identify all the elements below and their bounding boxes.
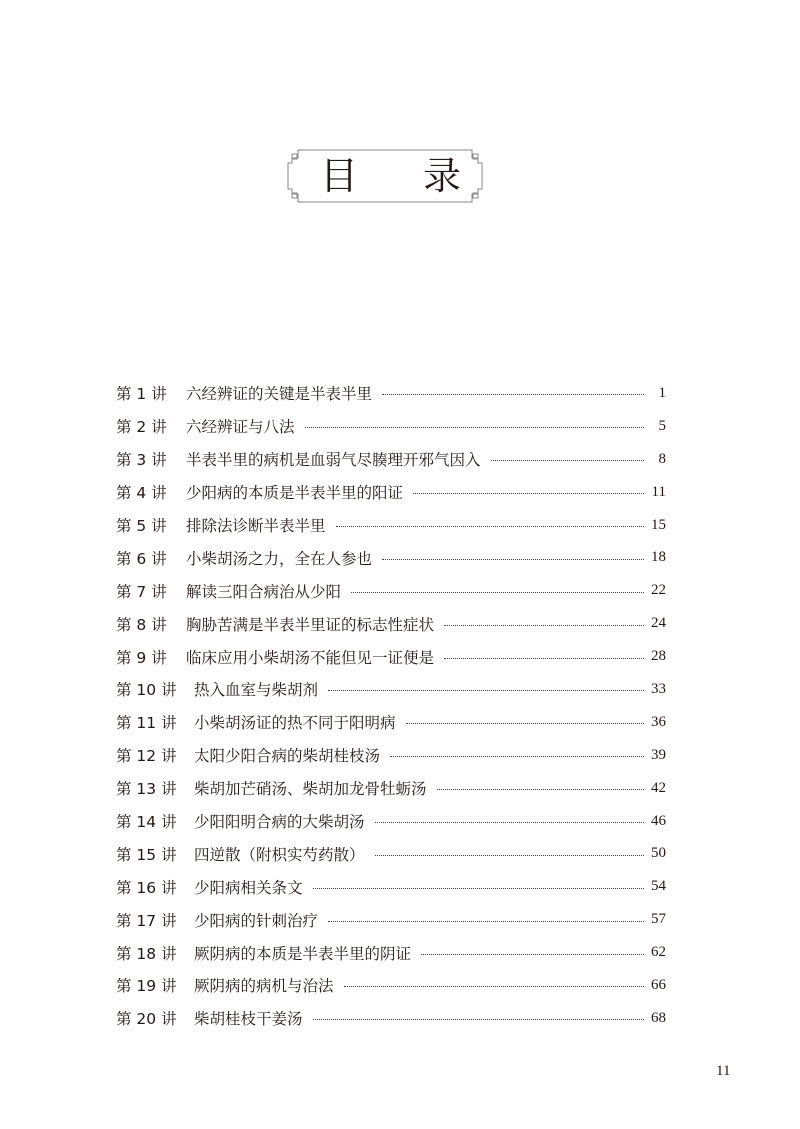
toc-entry[interactable] — [116, 772, 666, 805]
toc-entry[interactable] — [116, 1002, 666, 1035]
lecture-title: 排除法诊断半表半里 — [186, 517, 326, 535]
toc-page-number: 54 — [651, 878, 666, 895]
toc-page-number: 28 — [651, 648, 666, 665]
toc-entry[interactable] — [116, 541, 666, 574]
toc-entry[interactable] — [116, 837, 666, 870]
lecture-title: 六经辨证的关键是半表半里 — [186, 385, 373, 404]
dot-leader — [375, 855, 644, 856]
toc-page-number: 39 — [651, 746, 666, 763]
page-title-char-1: 目 — [320, 154, 359, 198]
lecture-title: 少阳阳明合病的大柴胡汤 — [194, 813, 365, 832]
lecture-number: 第 13 讲 — [116, 780, 177, 799]
lecture-title: 少阳病的针刺治疗 — [194, 911, 319, 930]
dot-leader — [382, 394, 644, 395]
dot-leader — [328, 921, 644, 922]
lecture-number: 第 1 讲 — [116, 385, 167, 404]
dot-leader — [444, 658, 644, 659]
dot-leader — [351, 592, 644, 593]
page-title-char-2: 录 — [423, 154, 462, 198]
lecture-number: 第 3 讲 — [116, 451, 167, 470]
toc-entry[interactable] — [116, 936, 666, 969]
toc-entry[interactable] — [116, 739, 666, 772]
toc-page-number: 46 — [651, 812, 666, 829]
toc-page-number: 18 — [651, 549, 666, 566]
lecture-number: 第 4 讲 — [116, 484, 167, 503]
toc-page-number: 66 — [651, 976, 666, 993]
toc-page-number: 11 — [651, 483, 666, 500]
toc-entry[interactable] — [116, 903, 666, 936]
lecture-title: 小柴胡汤证的热不同于阳明病 — [194, 714, 396, 733]
lecture-number: 第 20 讲 — [116, 1010, 177, 1029]
dot-leader — [336, 526, 644, 527]
dot-leader — [375, 822, 644, 823]
toc-page-number: 8 — [658, 450, 666, 467]
toc-page-number: 50 — [651, 845, 666, 862]
lecture-number: 第 9 讲 — [116, 648, 167, 667]
toc-page-number: 57 — [651, 911, 666, 928]
dot-leader — [413, 493, 644, 494]
lecture-title: 太阳少阳合病的柴胡桂枝汤 — [194, 747, 381, 766]
toc-entry[interactable] — [116, 805, 666, 838]
toc-page-number: 1 — [658, 384, 666, 401]
lecture-number: 第 19 讲 — [116, 977, 177, 996]
toc-page-number: 15 — [651, 516, 666, 533]
lecture-number: 第 17 讲 — [116, 911, 177, 930]
dot-leader — [491, 460, 644, 461]
dot-leader — [421, 954, 644, 955]
table-of-contents — [116, 377, 666, 1035]
toc-entry[interactable] — [116, 476, 666, 509]
toc-page-number: 62 — [651, 944, 666, 961]
dot-leader — [328, 690, 644, 691]
dot-leader — [305, 427, 644, 428]
dot-leader — [344, 986, 644, 987]
lecture-title: 小柴胡汤之力，全在人参也 — [186, 549, 373, 568]
toc-entry[interactable] — [116, 870, 666, 903]
toc-page-number: 5 — [658, 417, 666, 434]
lecture-title: 解读三阳合病治从少阳 — [186, 582, 342, 601]
lecture-title: 少阳病的本质是半表半里的阳证 — [186, 484, 404, 503]
lecture-number: 第 16 讲 — [116, 878, 177, 897]
lecture-number: 第 7 讲 — [116, 582, 167, 601]
lecture-title: 半表半里的病机是血弱气尽腠理开邪气因入 — [186, 451, 481, 470]
toc-page-number: 22 — [651, 582, 666, 599]
lecture-number: 第 8 讲 — [116, 615, 167, 634]
lecture-number: 第 10 讲 — [116, 681, 177, 700]
lecture-title: 厥阴病的病机与治法 — [194, 977, 334, 996]
lecture-number: 第 6 讲 — [116, 549, 167, 568]
lecture-title: 柴胡桂枝干姜汤 — [194, 1010, 303, 1029]
lecture-number: 第 11 讲 — [116, 714, 177, 733]
lecture-number: 第 15 讲 — [116, 845, 177, 864]
lecture-title: 六经辨证与八法 — [186, 418, 295, 437]
lecture-title: 四逆散（附枳实芍药散） — [194, 845, 365, 864]
toc-page-number: 36 — [651, 713, 666, 730]
lecture-title: 厥阴病的本质是半表半里的阴证 — [194, 944, 412, 963]
dot-leader — [444, 625, 644, 626]
toc-entry[interactable] — [116, 607, 666, 640]
lecture-title: 少阳病相关条文 — [194, 878, 303, 897]
toc-entry[interactable] — [116, 673, 666, 706]
lecture-title: 热入血室与柴胡剂 — [194, 681, 319, 700]
dot-leader — [390, 756, 644, 757]
lecture-number: 第 12 讲 — [116, 747, 177, 766]
page-number: 11 — [716, 1063, 731, 1079]
lecture-number: 第 2 讲 — [116, 418, 167, 437]
lecture-title: 临床应用小柴胡汤不能但见一证便是 — [186, 648, 435, 667]
toc-page-number: 24 — [651, 615, 666, 632]
toc-entry[interactable] — [116, 969, 666, 1002]
toc-page-number: 68 — [651, 1009, 666, 1026]
dot-leader — [313, 1019, 644, 1020]
toc-page-number: 42 — [651, 779, 666, 796]
lecture-number: 第 14 讲 — [116, 813, 177, 832]
lecture-number: 第 18 讲 — [116, 944, 177, 963]
toc-entry[interactable] — [116, 574, 666, 607]
dot-leader — [382, 559, 644, 560]
toc-entry[interactable] — [116, 640, 666, 673]
toc-entry[interactable] — [116, 410, 666, 443]
lecture-number: 第 5 讲 — [116, 517, 167, 535]
toc-entry[interactable] — [116, 509, 666, 542]
toc-page-number: 33 — [651, 680, 666, 697]
dot-leader — [406, 723, 644, 724]
lecture-title: 胸胁苦满是半表半里证的标志性症状 — [186, 615, 435, 634]
dot-leader — [437, 789, 644, 790]
dot-leader — [313, 888, 644, 889]
toc-entry[interactable] — [116, 706, 666, 739]
toc-entry[interactable] — [116, 443, 666, 476]
toc-entry[interactable] — [116, 377, 666, 410]
lecture-title: 柴胡加芒硝汤、柴胡加龙骨牡蛎汤 — [194, 780, 427, 799]
